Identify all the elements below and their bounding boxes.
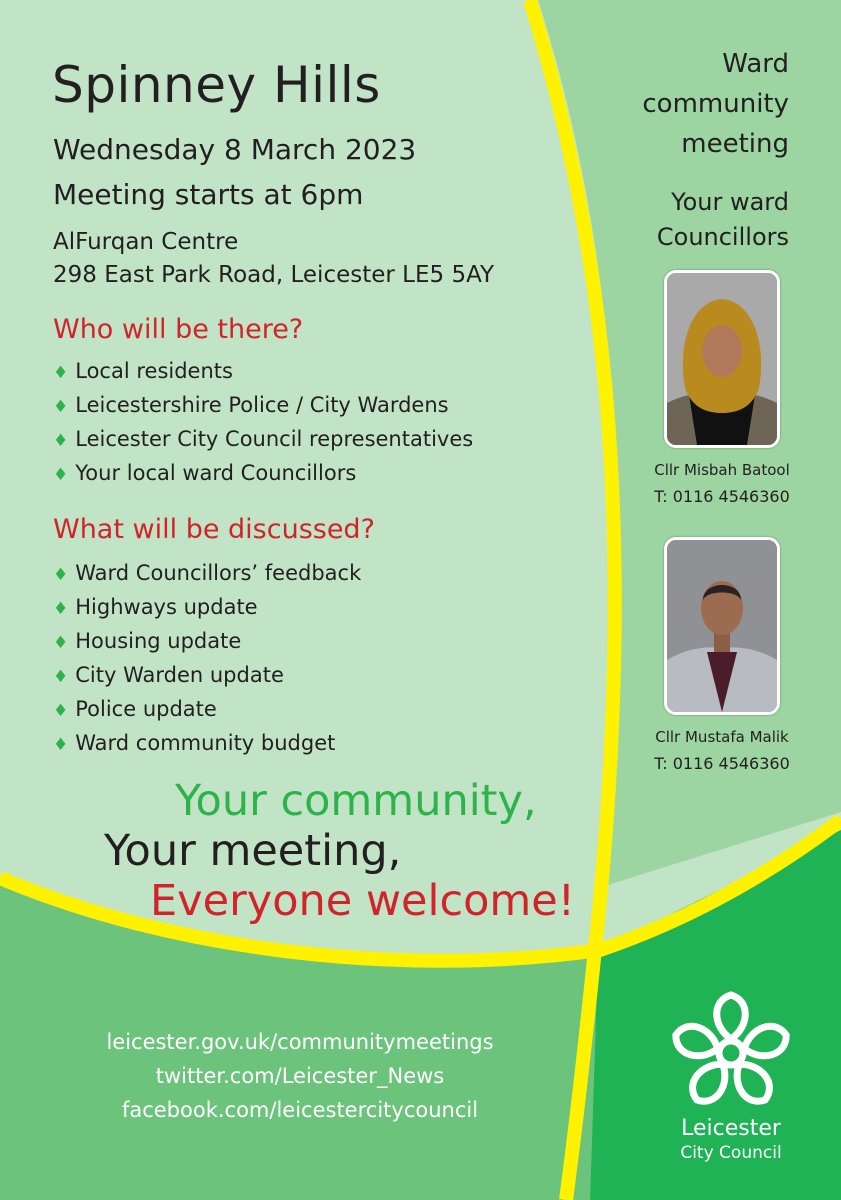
logo-text-line-1: Leicester: [681, 1116, 781, 1141]
diamond-bullet-icon: ♦: [53, 633, 69, 653]
what-list: [53, 556, 361, 760]
diamond-bullet-icon: ♦: [53, 667, 69, 687]
list-item: ♦ Police update: [53, 692, 361, 726]
venue-address: 298 East Park Road, Leicester LE5 5AY: [53, 262, 495, 288]
slogan-line-2: Your meeting,: [104, 826, 402, 876]
facebook-link[interactable]: facebook.com/leicestercitycouncil: [121, 1098, 479, 1122]
meeting-time: Meeting starts at 6pm: [53, 178, 364, 211]
venue-name: AlFurqan Centre: [53, 229, 239, 255]
councillor-portrait-2: [667, 540, 777, 712]
list-item: ♦ Your local ward Councillors: [53, 456, 473, 490]
diamond-bullet-icon: ♦: [53, 363, 69, 383]
diamond-bullet-icon: ♦: [53, 701, 69, 721]
list-item: ♦ City Warden update: [53, 658, 361, 692]
diamond-bullet-icon: ♦: [53, 431, 69, 451]
councillor-portrait-1: [667, 273, 777, 445]
councillor-phone-2: T: 0116 4546360: [654, 754, 790, 773]
list-item: ♦ Highways update: [53, 590, 361, 624]
what-heading: What will be discussed?: [53, 514, 375, 545]
list-item: ♦ Leicester City Council representatives: [53, 422, 473, 456]
slogan-line-3: Everyone welcome!: [150, 876, 575, 926]
councillor-photo-1: [664, 270, 780, 448]
diamond-bullet-icon: ♦: [53, 599, 69, 619]
page-title: Spinney Hills: [52, 56, 381, 114]
slogan-line-1: Your community,: [175, 776, 537, 826]
who-list: [53, 354, 473, 490]
councillor-name-1: Cllr Misbah Batool: [654, 461, 790, 479]
council-flower-logo-icon: [668, 990, 794, 1112]
sidebar-heading: Ward community meeting: [642, 49, 789, 159]
who-heading: Who will be there?: [53, 314, 304, 345]
diamond-bullet-icon: ♦: [53, 397, 69, 417]
diamond-bullet-icon: ♦: [53, 465, 69, 485]
diamond-bullet-icon: ♦: [53, 565, 69, 585]
list-item: ♦ Ward Councillors’ feedback: [53, 556, 361, 590]
list-item: ♦ Ward community budget: [53, 726, 361, 760]
footer-links: [0, 1025, 600, 1127]
councillor-photo-2: [664, 537, 780, 715]
meeting-date: Wednesday 8 March 2023: [53, 133, 417, 166]
list-item: ♦ Local residents: [53, 354, 473, 388]
logo-text-line-2: City Council: [680, 1143, 782, 1163]
list-item: ♦ Housing update: [53, 624, 361, 658]
twitter-link[interactable]: twitter.com/Leicester_News: [155, 1064, 445, 1088]
councillor-name-2: Cllr Mustafa Malik: [655, 728, 789, 746]
diamond-bullet-icon: ♦: [53, 735, 69, 755]
list-item: ♦ Leicestershire Police / City Wardens: [53, 388, 473, 422]
website-link[interactable]: leicester.gov.uk/communitymeetings: [106, 1030, 494, 1054]
sidebar-councillors-heading: Your ward Councillors: [656, 188, 789, 251]
councillor-phone-1: T: 0116 4546360: [654, 487, 790, 506]
